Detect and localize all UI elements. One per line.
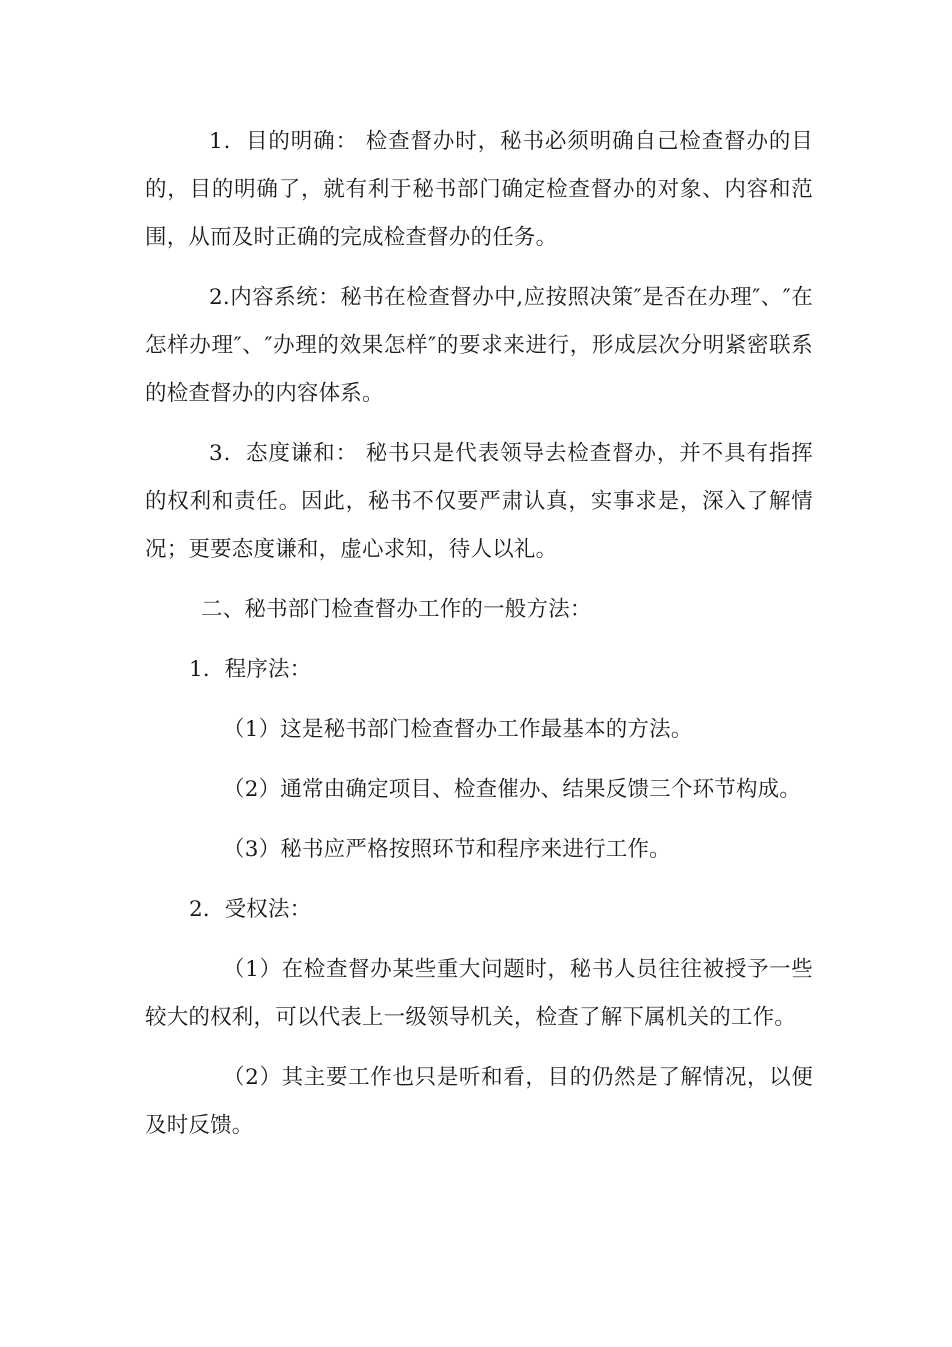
method-heading-procedure: 1．程序法： [189,657,312,682]
procedure-point-3: （3）秘书应严格按照环节和程序来进行工作。 [223,837,671,862]
paragraph-purpose-clear: 1．目的明确： 检查督办时，秘书必须明确自己检查督办的目的，目的明确了，就有利于秘书部门确定检查督办的对象、内容和范围，从而及时正确的完成检查督办的任务。 [145,129,813,250]
authorization-point-1: （1）在检查督办某些重大问题时，秘书人员往往被授予一些较大的权利，可以代表上一级领导机关，检查了解下属机关的工作。 [145,957,813,1030]
section-heading-general-methods: 二、秘书部门检查督办工作的一般方法： [201,597,592,622]
method-heading-authorization: 2．受权法： [189,897,312,922]
paragraph-content-system: 2.内容系统：秘书在检查督办中,应按照决策″是否在办理″、″在怎样办理″、″办理的效果怎样″的要求来进行，形成层次分明紧密联系的检查督办的内容体系。 [145,285,813,406]
procedure-point-1: （1）这是秘书部门检查督办工作最基本的方法。 [223,717,693,742]
authorization-point-2: （2）其主要工作也只是听和看，目的仍然是了解情况，以便及时反馈。 [145,1065,813,1138]
document-body [145,118,813,1162]
paragraph-attitude-modest: 3．态度谦和： 秘书只是代表领导去检查督办，并不具有指挥的权利和责任。因此，秘书不仅要严肃认真，实事求是，深入了解情况；更要态度谦和，虚心求知，待人以礼。 [145,441,813,562]
procedure-point-2: （2）通常由确定项目、检查催办、结果反馈三个环节构成。 [223,777,802,802]
